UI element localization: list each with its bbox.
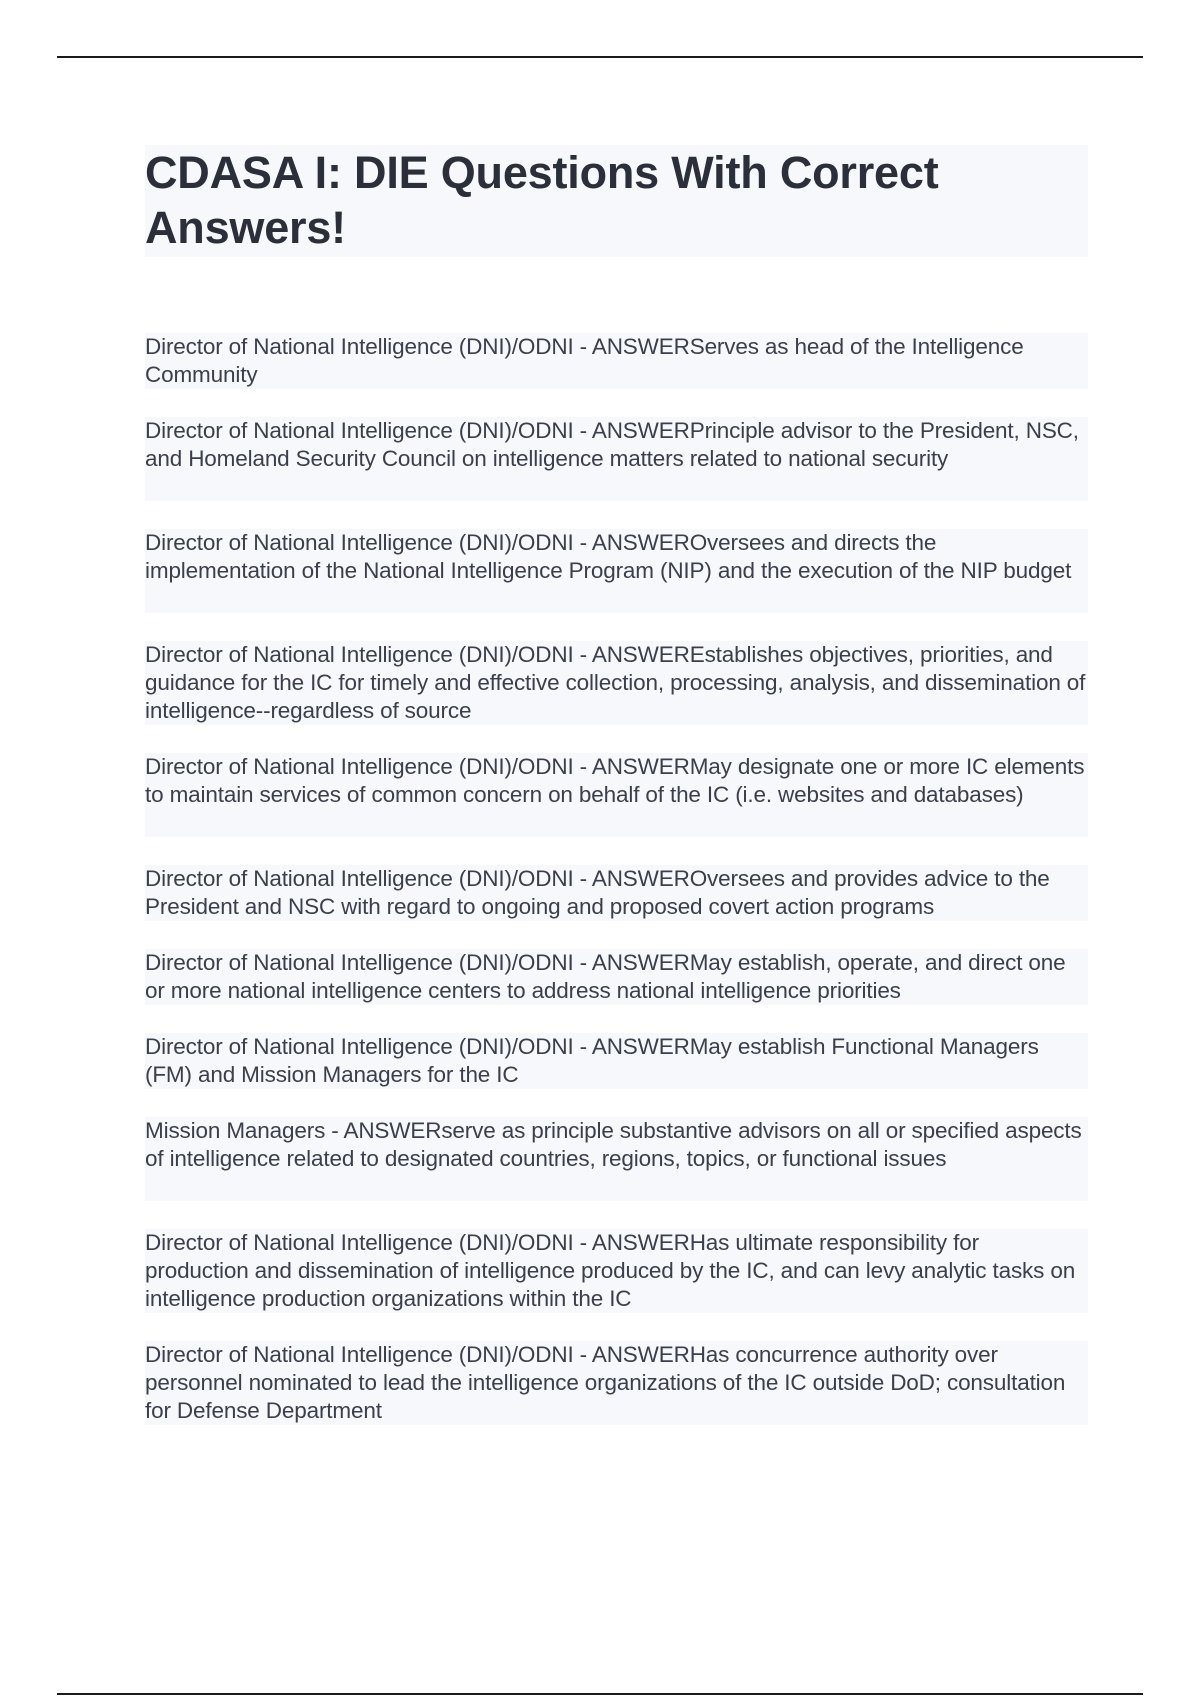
qa-item: Director of National Intelligence (DNI)/ODNI - ANSWERHas ultimate responsibility for production and dissemination of intelligence produced by the IC, and can levy analytic tasks on intelligence production organizations within the IC xyxy=(145,1229,1088,1313)
document-title: CDASA I: DIE Questions With Correct Answers! xyxy=(145,147,939,253)
title-block xyxy=(145,145,1088,257)
qa-list xyxy=(145,310,1088,1453)
qa-item: Director of National Intelligence (DNI)/ODNI - ANSWERServes as head of the Intelligence Community xyxy=(145,333,1088,389)
qa-item: Director of National Intelligence (DNI)/ODNI - ANSWEROversees and directs the implementation of the National Intelligence Program (NIP) and the execution of the NIP budget xyxy=(145,529,1088,613)
qa-item: Mission Managers - ANSWERserve as principle substantive advisors on all or specified aspects of intelligence related to designated countries, regions, topics, or functional issues xyxy=(145,1117,1088,1201)
qa-item: Director of National Intelligence (DNI)/ODNI - ANSWERMay designate one or more IC elements to maintain services of common concern on behalf of the IC (i.e. websites and databases) xyxy=(145,753,1088,837)
bottom-divider xyxy=(57,1693,1143,1695)
top-divider xyxy=(57,56,1143,58)
qa-item: Director of National Intelligence (DNI)/ODNI - ANSWERMay establish, operate, and direct one or more national intelligence centers to address national intelligence priorities xyxy=(145,949,1088,1005)
qa-item: Director of National Intelligence (DNI)/ODNI - ANSWERMay establish Functional Managers (FM) and Mission Managers for the IC xyxy=(145,1033,1088,1089)
qa-item: Director of National Intelligence (DNI)/ODNI - ANSWERHas concurrence authority over personnel nominated to lead the intelligence organizations of the IC outside DoD; consultation for Defense Department xyxy=(145,1341,1088,1425)
qa-item: Director of National Intelligence (DNI)/ODNI - ANSWERPrinciple advisor to the President, NSC, and Homeland Security Council on intelligence matters related to national security xyxy=(145,417,1088,501)
qa-item: Director of National Intelligence (DNI)/ODNI - ANSWEREstablishes objectives, priorities, and guidance for the IC for timely and effective collection, processing, analysis, and dissemination of intelligence--regardless of source xyxy=(145,641,1088,725)
qa-item: Director of National Intelligence (DNI)/ODNI - ANSWEROversees and provides advice to the President and NSC with regard to ongoing and proposed covert action programs xyxy=(145,865,1088,921)
